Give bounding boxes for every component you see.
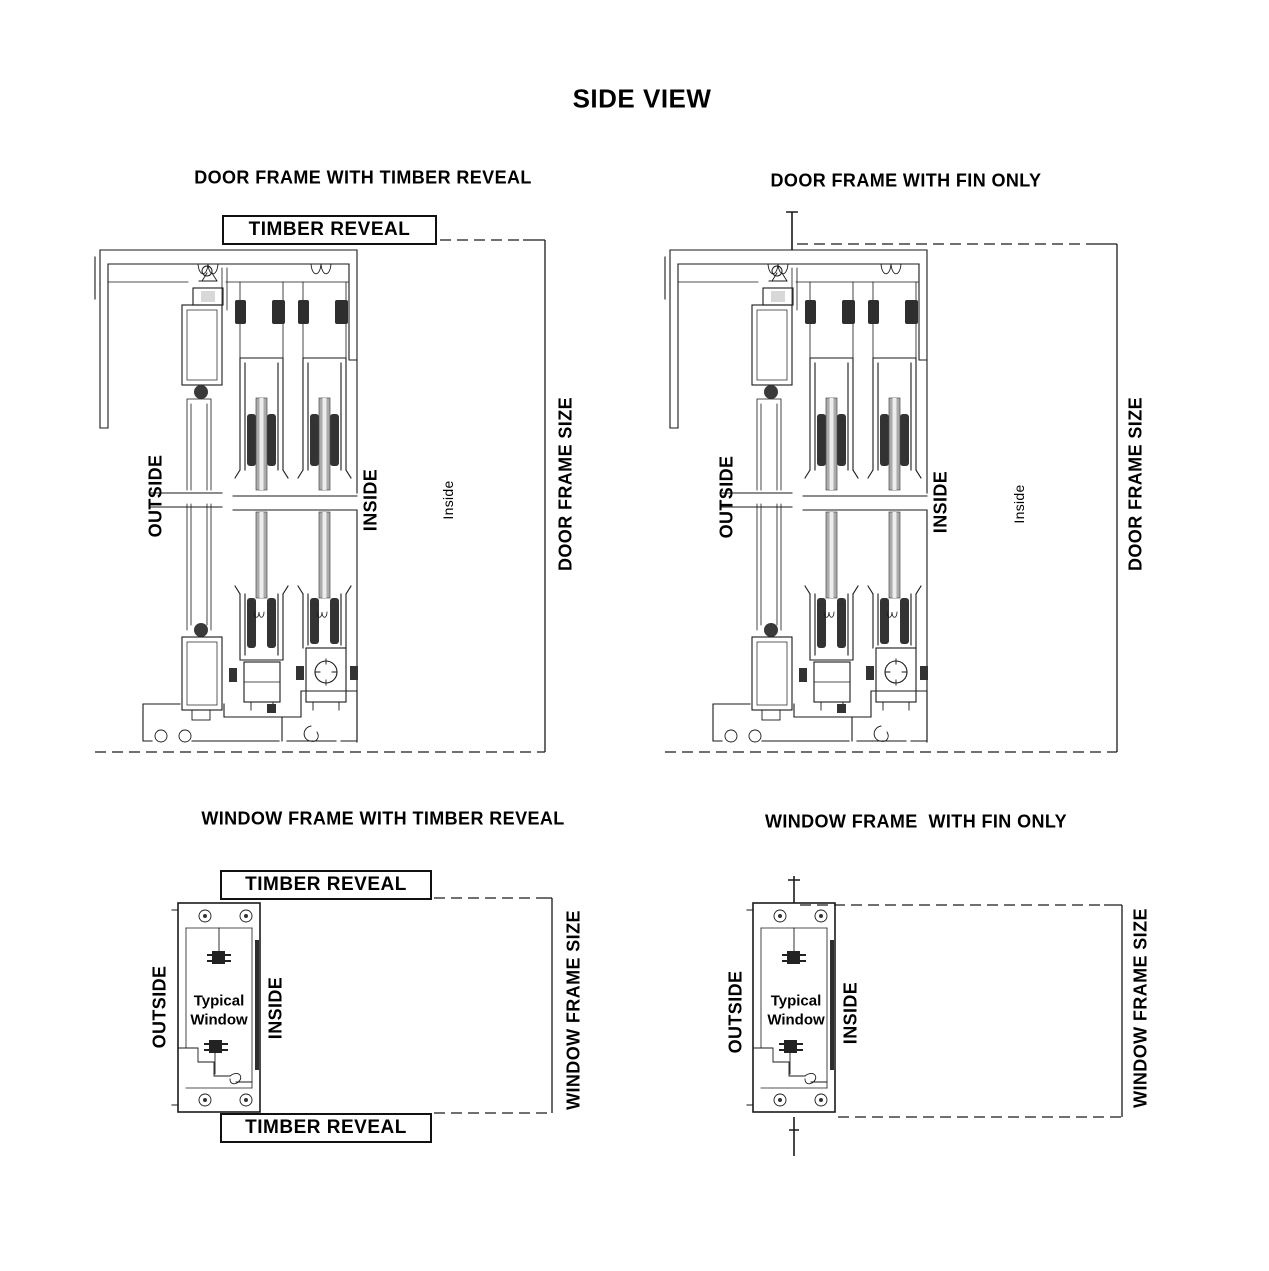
door-fin-inside-small-label: Inside (1011, 484, 1027, 524)
window-fin-frame-size-label: WINDOW FRAME SIZE (1130, 908, 1151, 1108)
window-timber-outside-label: OUTSIDE (149, 965, 170, 1049)
door-timber-outside-label: OUTSIDE (145, 454, 166, 538)
timber-reveal-box-window-top (220, 870, 432, 900)
timber-reveal-label: TIMBER REVEAL (245, 874, 407, 895)
door-fin-inside-label: INSIDE (930, 470, 951, 534)
window-timber-inside-label: INSIDE (265, 976, 286, 1040)
panel-title-window-timber: WINDOW FRAME WITH TIMBER REVEAL (201, 808, 565, 829)
window-timber-typical-window-label: Typical Window (190, 992, 248, 1028)
door-timber-inside-label: INSIDE (360, 468, 381, 532)
window-fin-inside-label: INSIDE (840, 981, 861, 1045)
window-timber-frame-size-label: WINDOW FRAME SIZE (563, 910, 584, 1110)
panel-title-door-fin: DOOR FRAME WITH FIN ONLY (770, 170, 1042, 191)
door-section-timber-reveal (95, 250, 358, 742)
timber-reveal-box-window-bottom (220, 1113, 432, 1143)
door-section-fin-only (665, 250, 928, 742)
door-fin-outside-label: OUTSIDE (716, 455, 737, 539)
panel-title-door-timber: DOOR FRAME WITH TIMBER REVEAL (194, 167, 532, 188)
page-title: SIDE VIEW (572, 83, 712, 114)
window-fin-outside-label: OUTSIDE (725, 970, 746, 1054)
timber-reveal-box-door (222, 215, 437, 245)
timber-reveal-label: TIMBER REVEAL (245, 1117, 407, 1138)
door-timber-inside-small-label: Inside (440, 480, 456, 520)
panel-title-window-fin: WINDOW FRAME WITH FIN ONLY (764, 811, 1068, 832)
timber-reveal-label: TIMBER REVEAL (248, 219, 411, 240)
door-timber-frame-size-label: DOOR FRAME SIZE (555, 396, 576, 572)
window-timber-dimension-bracket (434, 898, 552, 1113)
window-fin-typical-window-label: Typical Window (767, 992, 825, 1028)
door-fin-frame-size-label: DOOR FRAME SIZE (1125, 396, 1146, 572)
